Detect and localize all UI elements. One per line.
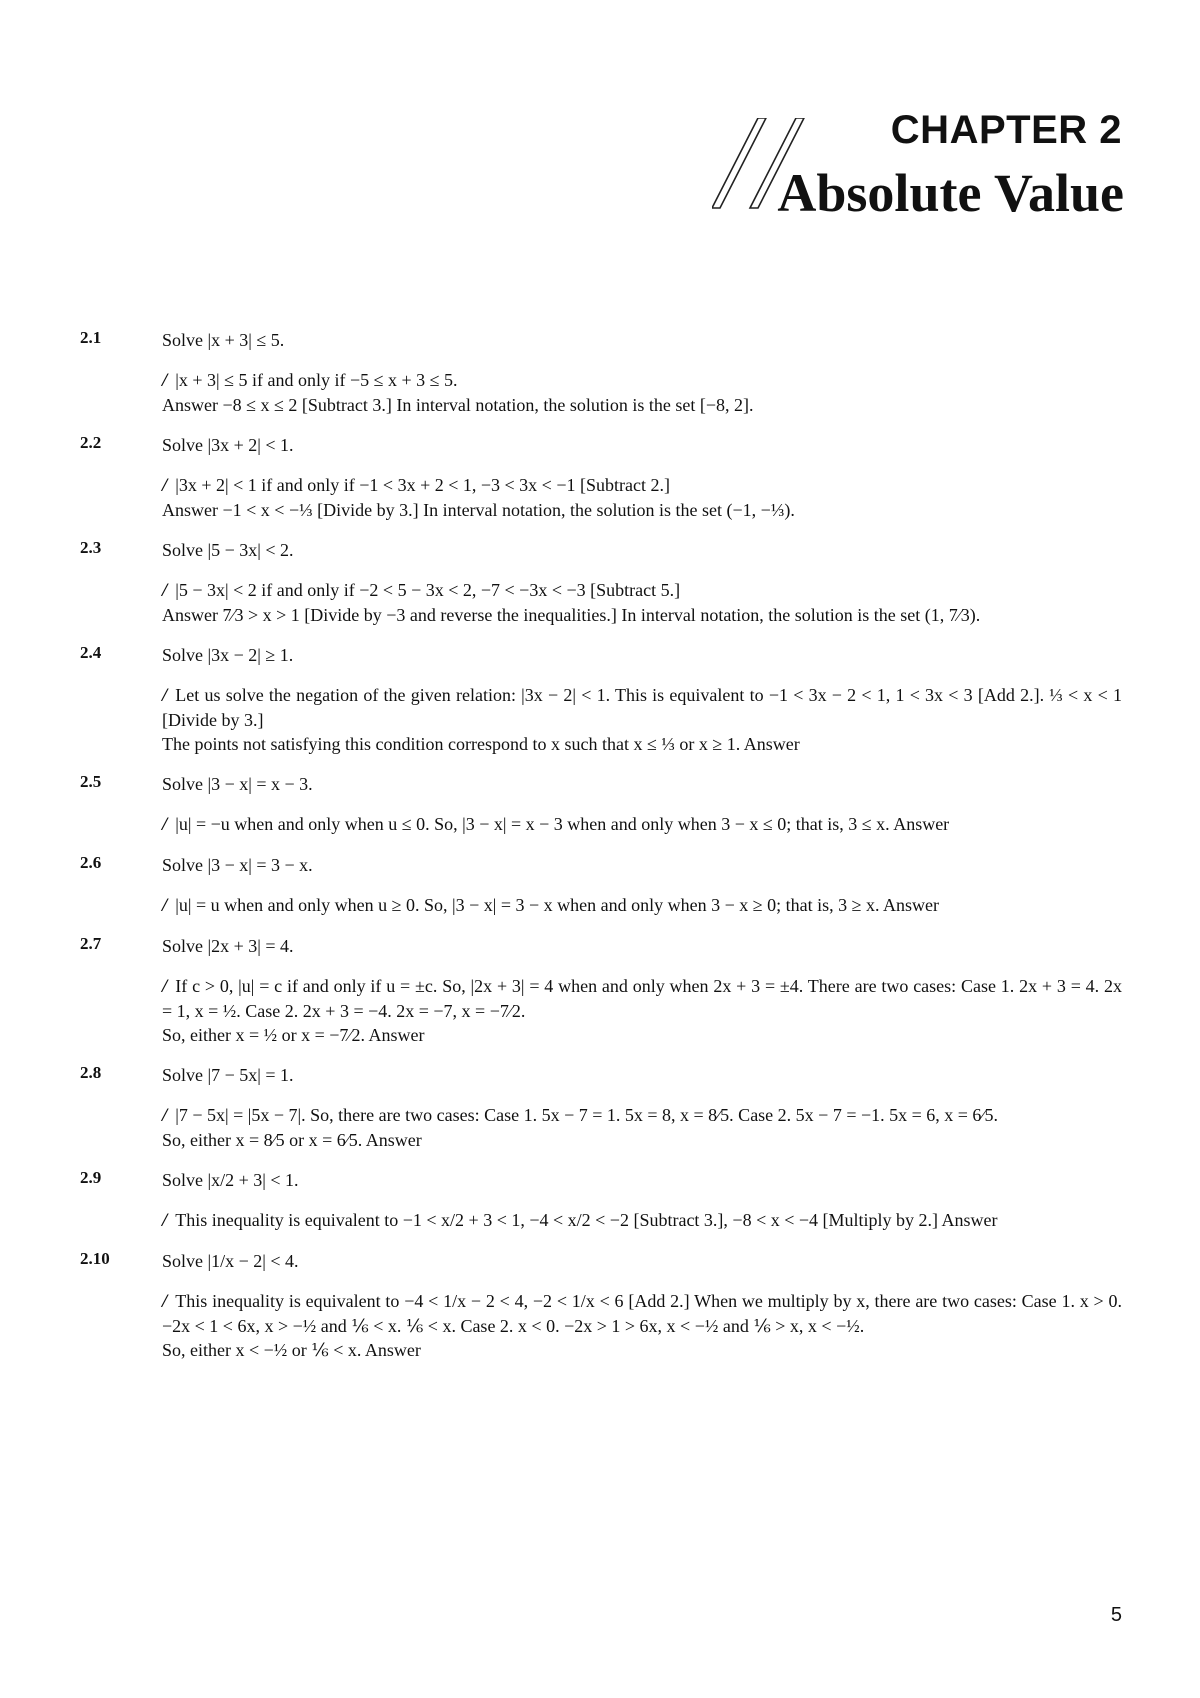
solution-mark-icon: /: [162, 895, 168, 916]
problem-list: [80, 328, 1122, 1378]
solution-line: [162, 578, 1122, 603]
problem-item: [80, 772, 1122, 837]
problem-item: [80, 853, 1122, 918]
problem-number: 2.3: [80, 538, 102, 557]
problem-item: [80, 1063, 1122, 1152]
problem-solution: [162, 1103, 1122, 1152]
solution-text: This inequality is equivalent to −1 < x/2 + 3 < 1, −4 < x/2 < −2 [Subtract 3.], −8 < x < −4 [Multiply by 2.] Answer: [175, 1210, 998, 1230]
solution-mark-icon: /: [162, 1105, 168, 1126]
solution-mark-icon: /: [162, 475, 168, 496]
chapter-title: Absolute Value: [777, 163, 1124, 223]
problem-body: [162, 1168, 1122, 1233]
problem-number: 2.2: [80, 433, 102, 452]
problem-body: [162, 1063, 1122, 1152]
solution-line: [162, 1023, 1122, 1047]
solution-line: [162, 393, 1122, 417]
solution-line: [162, 974, 1122, 1023]
problem-item: [80, 643, 1122, 756]
problem-statement: Solve |x/2 + 3| < 1.: [162, 1170, 299, 1190]
problem-solution: [162, 578, 1122, 627]
problem-number: 2.1: [80, 328, 102, 347]
problem-statement: Solve |x + 3| ≤ 5.: [162, 330, 285, 350]
solution-line: [162, 1103, 1122, 1128]
problem-body: [162, 772, 1122, 837]
problem-solution: [162, 974, 1122, 1047]
solution-text: |7 − 5x| = |5x − 7|. So, there are two cases: Case 1. 5x − 7 = 1. 5x = 8, x = 8⁄5. Case 2. 5x − 7 = −1. 5x = 6, x = 6⁄5.: [175, 1105, 998, 1125]
solution-mark-icon: /: [162, 580, 168, 601]
problem-statement: Solve |3x + 2| < 1.: [162, 435, 294, 455]
solution-mark-icon: /: [162, 370, 168, 391]
solution-line: [162, 1208, 1122, 1233]
problem-number: 2.8: [80, 1063, 102, 1082]
problem-statement: Solve |3 − x| = 3 − x.: [162, 855, 313, 875]
problem-solution: [162, 893, 1122, 918]
solution-line: [162, 812, 1122, 837]
problem-body: [162, 433, 1122, 522]
problem-body: [162, 853, 1122, 918]
solution-text: |5 − 3x| < 2 if and only if −2 < 5 − 3x < 2, −7 < −3x < −3 [Subtract 5.]: [175, 580, 681, 600]
problem-statement: Solve |3x − 2| ≥ 1.: [162, 645, 294, 665]
solution-line: [162, 603, 1122, 627]
solution-line: [162, 1338, 1122, 1362]
problem-number: 2.7: [80, 934, 102, 953]
solution-text: |x + 3| ≤ 5 if and only if −5 ≤ x + 3 ≤ 5.: [175, 370, 458, 390]
solution-text: Let us solve the negation of the given relation: |3x − 2| < 1. This is equivalent to −1 < 3x − 2 < 1, 1 < 3x < 3 [Add 2.]. ⅓ < x < 1 [Divide by 3.]: [162, 685, 1122, 730]
solution-mark-icon: /: [162, 1291, 168, 1312]
solution-line: [162, 1128, 1122, 1152]
problem-number: 2.9: [80, 1168, 102, 1187]
problem-item: [80, 934, 1122, 1047]
problem-solution: [162, 1289, 1122, 1362]
solution-mark-icon: /: [162, 685, 168, 706]
solution-text: The points not satisfying this condition correspond to x such that x ≤ ⅓ or x ≥ 1. Answer: [162, 734, 800, 754]
problem-body: [162, 934, 1122, 1047]
problem-number: 2.4: [80, 643, 102, 662]
problem-solution: [162, 683, 1122, 756]
solution-text: Answer −8 ≤ x ≤ 2 [Subtract 3.] In interval notation, the solution is the set [−8, 2].: [162, 395, 754, 415]
problem-number: 2.5: [80, 772, 102, 791]
problem-solution: [162, 473, 1122, 522]
problem-body: [162, 538, 1122, 627]
solution-text: So, either x = 8⁄5 or x = 6⁄5. Answer: [162, 1130, 422, 1150]
chapter-label: CHAPTER 2: [890, 108, 1122, 152]
problem-number: 2.6: [80, 853, 102, 872]
problem-item: [80, 1249, 1122, 1362]
problem-solution: [162, 812, 1122, 837]
solution-text: |u| = u when and only when u ≥ 0. So, |3 − x| = 3 − x when and only when 3 − x ≥ 0; that is, 3 ≥ x. Answer: [175, 895, 940, 915]
solution-line: [162, 683, 1122, 732]
solution-text: |u| = −u when and only when u ≤ 0. So, |3 − x| = x − 3 when and only when 3 − x ≤ 0; that is, 3 ≤ x. Answer: [175, 814, 950, 834]
solution-text: |3x + 2| < 1 if and only if −1 < 3x + 2 < 1, −3 < 3x < −1 [Subtract 2.]: [175, 475, 670, 495]
solution-line: [162, 732, 1122, 756]
solution-line: [162, 498, 1122, 522]
solution-text: Answer 7⁄3 > x > 1 [Divide by −3 and reverse the inequalities.] In interval notation, the solution is the set (1, 7⁄3).: [162, 605, 981, 625]
chapter-header: [0, 0, 1200, 260]
problem-statement: Solve |3 − x| = x − 3.: [162, 774, 313, 794]
solution-mark-icon: /: [162, 976, 168, 997]
solution-text: This inequality is equivalent to −4 < 1/x − 2 < 4, −2 < 1/x < 6 [Add 2.] When we multiply by x, there are two cases: Case 1. x > 0. −2x < 1 < 6x, x > −½ and ⅙ < x. ⅙ < x. Case 2. x < 0. −2x > 1 > 6x, x < −½ and ⅙ > x, x < −½.: [162, 1291, 1122, 1336]
problem-item: [80, 433, 1122, 522]
solution-text: Answer −1 < x < −⅓ [Divide by 3.] In interval notation, the solution is the set (−1, −⅓).: [162, 500, 795, 520]
problem-solution: [162, 368, 1122, 417]
problem-body: [162, 643, 1122, 756]
solution-mark-icon: /: [162, 814, 168, 835]
solution-text: So, either x < −½ or ⅙ < x. Answer: [162, 1340, 421, 1360]
problem-item: [80, 328, 1122, 417]
problem-number: 2.10: [80, 1249, 110, 1268]
solution-line: [162, 893, 1122, 918]
solution-text: If c > 0, |u| = c if and only if u = ±c. So, |2x + 3| = 4 when and only when 2x + 3 = ±4. There are two cases: Case 1. 2x + 3 = 4. 2x = 1, x = ½. Case 2. 2x + 3 = −4. 2x = −7, x = −7⁄2.: [162, 976, 1122, 1021]
problem-item: [80, 538, 1122, 627]
page-number: 5: [1110, 1604, 1122, 1626]
problem-body: [162, 328, 1122, 417]
problem-item: [80, 1168, 1122, 1233]
solution-line: [162, 368, 1122, 393]
solution-text: So, either x = ½ or x = −7⁄2. Answer: [162, 1025, 425, 1045]
problem-solution: [162, 1208, 1122, 1233]
solution-mark-icon: /: [162, 1210, 168, 1231]
solution-line: [162, 1289, 1122, 1338]
solution-line: [162, 473, 1122, 498]
problem-statement: Solve |5 − 3x| < 2.: [162, 540, 294, 560]
problem-statement: Solve |7 − 5x| = 1.: [162, 1065, 294, 1085]
problem-body: [162, 1249, 1122, 1362]
problem-statement: Solve |2x + 3| = 4.: [162, 936, 294, 956]
problem-statement: Solve |1/x − 2| < 4.: [162, 1251, 299, 1271]
